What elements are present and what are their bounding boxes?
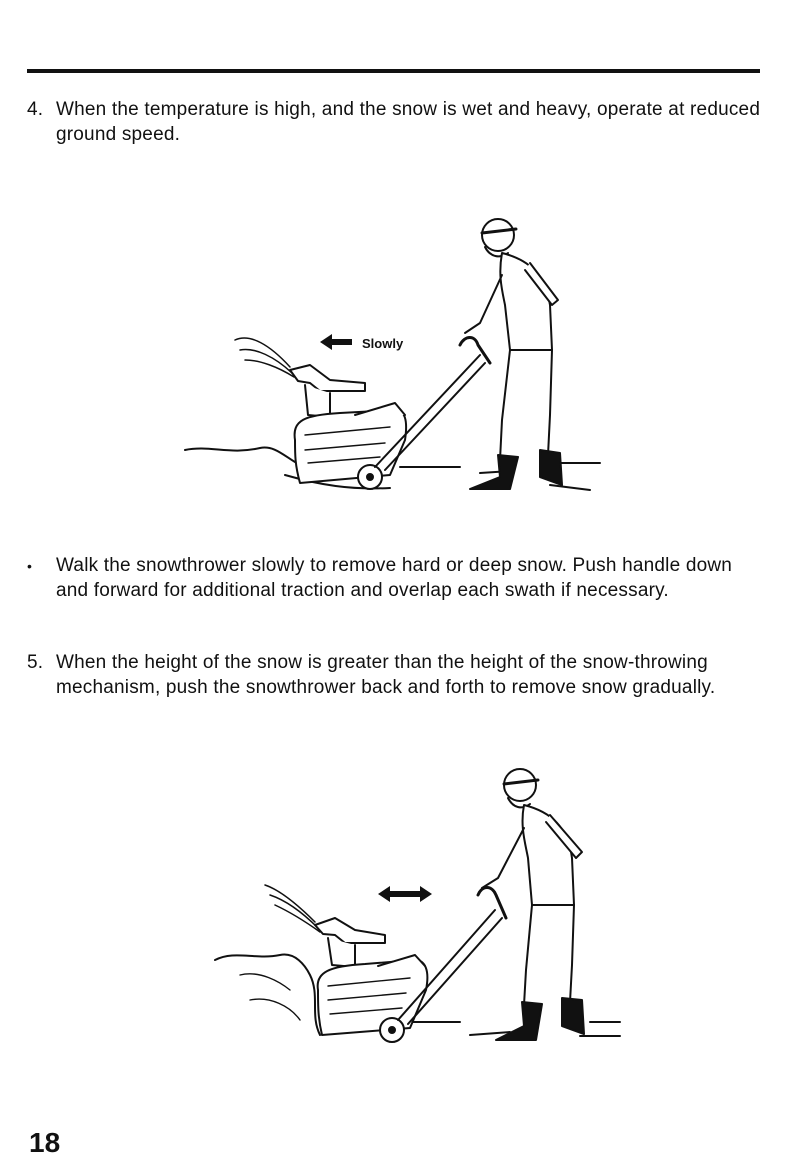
boot	[496, 1002, 542, 1040]
discharge-chute	[290, 365, 365, 391]
operator-legs	[524, 905, 574, 1005]
step-5-text: When the height of the snow is greater than the height of the snow-throwing mechanism, push the snowthrower back and forth to remove snow gradually.	[56, 652, 716, 698]
snow-spray	[235, 338, 294, 377]
double-arrow-icon	[378, 886, 432, 902]
snowthrower-back-and-forth-illustration	[210, 760, 630, 1060]
snow-spray	[265, 885, 320, 932]
boot	[540, 450, 562, 485]
boot	[562, 998, 584, 1034]
bullet-item	[27, 553, 767, 603]
step-4-number: 4.	[27, 99, 44, 120]
snow-line	[185, 448, 300, 465]
left-arrow-icon	[320, 334, 352, 350]
step-4	[27, 97, 767, 147]
discharge-chute	[315, 918, 385, 943]
operator-arm	[465, 275, 502, 333]
page-number: 18	[29, 1127, 61, 1158]
snowthrower-slowly-illustration	[180, 205, 610, 505]
snow-line	[215, 955, 320, 1035]
operator-legs	[500, 350, 552, 460]
operator-jacket	[500, 253, 552, 350]
step-4-text: When the temperature is high, and the snow is wet and heavy, operate at reduced ground speed.	[56, 99, 761, 145]
snowthrower-body	[318, 960, 428, 1035]
operator-head	[482, 219, 514, 251]
step-5	[27, 650, 767, 700]
header-rule	[27, 69, 760, 73]
bullet-text: Walk the snowthrower slowly to remove hard or deep snow. Push handle down and forward for additional traction and overlap each swath if necessary.	[56, 555, 733, 601]
step-5-number: 5.	[27, 652, 44, 673]
bullet-marker: •	[27, 558, 33, 574]
operator-arm	[482, 828, 524, 888]
arrow-label: Slowly	[362, 336, 404, 351]
operator-head	[504, 769, 536, 801]
